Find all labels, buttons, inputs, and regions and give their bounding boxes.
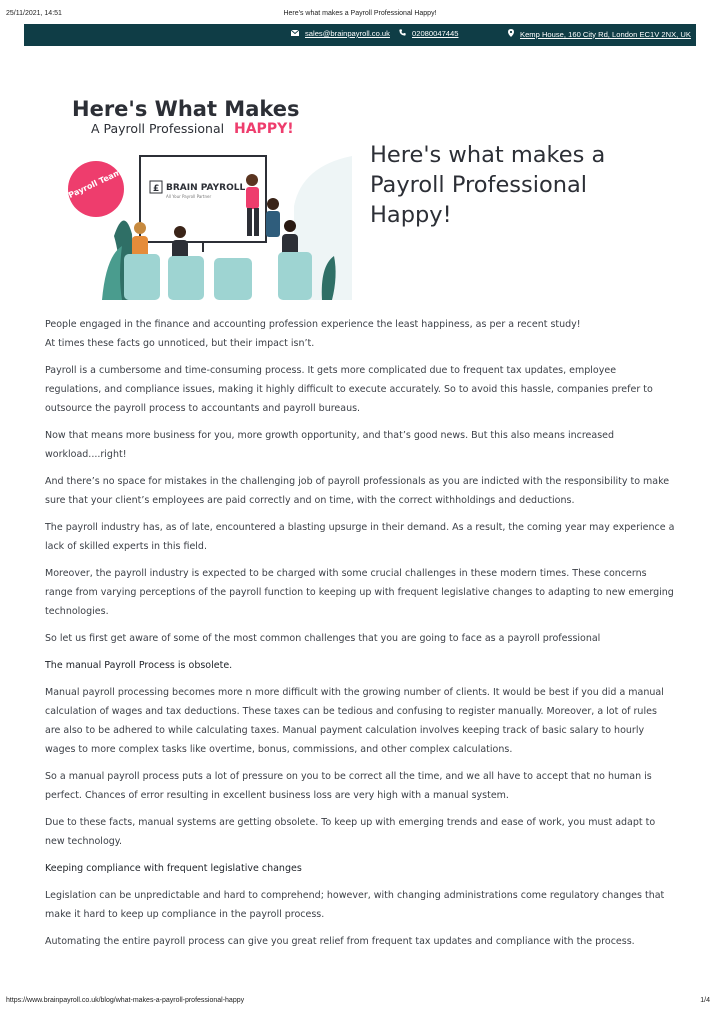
intro-paragraph bbox=[45, 315, 675, 353]
map-pin-icon bbox=[508, 29, 514, 39]
paragraph-payroll-complexity: Payroll is a cumbersome and time-consuming process. It gets more complicated due to frequent tax updates, employee regulations, and compliance issues, making it highly difficult to execute accurately. So to avoid this hassle, companies prefer to outsource the payroll process to accountants and payroll bureaus. bbox=[45, 365, 653, 414]
article-title: Here's what makes a Payroll Professional Happy! bbox=[370, 142, 606, 228]
print-doc-title: Here's what makes a Payroll Professional Happy! bbox=[283, 10, 437, 17]
email-text: sales@brainpayroll.co.uk bbox=[305, 29, 390, 38]
phone-link[interactable] bbox=[399, 29, 458, 38]
page-number: 1/4 bbox=[700, 997, 710, 1004]
badge-text: Payroll Team bbox=[67, 167, 123, 200]
section-heading-manual-process: The manual Payroll Process is obsolete. bbox=[45, 660, 233, 671]
intro-line-2: At times these facts go unnoticed, but their impact isn’t. bbox=[45, 338, 315, 349]
address-text: Kemp House, 160 City Rd, London EC1V 2NX, UK bbox=[520, 29, 691, 39]
paragraph-more-business: Now that means more business for you, more growth opportunity, and that’s good news. But this also means increased workload....right! bbox=[45, 430, 615, 460]
paragraph-manual-processing: Manual payroll processing becomes more n more difficult with the growing number of clients. It would be best if you did a manual calculation of wages and tax deductions. These taxes can be tedious and confusing to register manually. Moreover, a lot of rules are also to be adhered to while calculating taxes. Manual payment calculation involves keeping track of basic salary to hourly wages to more complex tasks like overtime, bonus, commissions, and other complex calculations. bbox=[45, 687, 664, 755]
chair bbox=[124, 254, 160, 300]
hero-image-happy: HAPPY! bbox=[234, 121, 294, 137]
contact-bar bbox=[24, 24, 696, 46]
paragraph-common-challenges: So let us first get aware of some of the most common challenges that you are going to face as a payroll professional bbox=[45, 633, 601, 644]
svg-text:£: £ bbox=[153, 184, 160, 194]
email-link[interactable] bbox=[291, 29, 390, 38]
brand-logo-text: BRAIN PAYROLL bbox=[166, 183, 246, 193]
phone-text: 02080047445 bbox=[412, 29, 459, 38]
paragraph-challenges: Moreover, the payroll industry is expected to be charged with some crucial challenges in these modern times. These concerns range from varying perceptions of the payroll function to keeping up with frequent legislative changes to adapting to new emerging technologies. bbox=[45, 568, 674, 617]
paragraph-automating: Automating the entire payroll process can give you great relief from frequent tax updates and compliance with the process. bbox=[45, 936, 635, 947]
intro-line-1: People engaged in the finance and accounting profession experience the least happiness, as per a recent study! bbox=[45, 319, 581, 330]
hero-illustration bbox=[62, 86, 352, 300]
paragraph-legislation: Legislation can be unpredictable and hard to comprehend; however, with changing administrations come regulatory changes that make it hard to keep up compliance in the payroll process. bbox=[45, 890, 665, 920]
phone-icon bbox=[399, 29, 406, 38]
hero-image-heading: Here's What Makes bbox=[72, 97, 300, 121]
section-heading-compliance: Keeping compliance with frequent legislative changes bbox=[45, 863, 302, 874]
paragraph-upsurge: The payroll industry has, as of late, encountered a blasting upsurge in their demand. As a result, the coming year may experience a lack of skilled experts in this field. bbox=[45, 522, 675, 552]
paragraph-obsolete: Due to these facts, manual systems are getting obsolete. To keep up with emerging trends and ease of work, you must adapt to new technology. bbox=[45, 817, 656, 847]
paragraph-pressure: So a manual payroll process puts a lot of pressure on you to be correct all the time, and we all have to accept that no human is perfect. Chances of error resulting in excellent business loss are very high with a manual system. bbox=[45, 771, 652, 801]
address-link[interactable] bbox=[508, 29, 691, 39]
print-datetime: 25/11/2021, 14:51 bbox=[6, 10, 62, 17]
print-url: https://www.brainpayroll.co.uk/blog/what-makes-a-payroll-professional-happy bbox=[6, 997, 245, 1004]
brand-tagline: All Your Payroll Partner bbox=[166, 194, 212, 199]
hero-image-subheading: A Payroll Professional bbox=[91, 121, 225, 136]
article-body bbox=[45, 315, 675, 959]
envelope-icon bbox=[291, 29, 299, 38]
paragraph-no-mistakes: And there’s no space for mistakes in the challenging job of payroll professionals as you are indicted with the responsibility to make sure that your client’s employees are paid correctly and on time, with the correct withholdings and deductions. bbox=[45, 476, 670, 506]
